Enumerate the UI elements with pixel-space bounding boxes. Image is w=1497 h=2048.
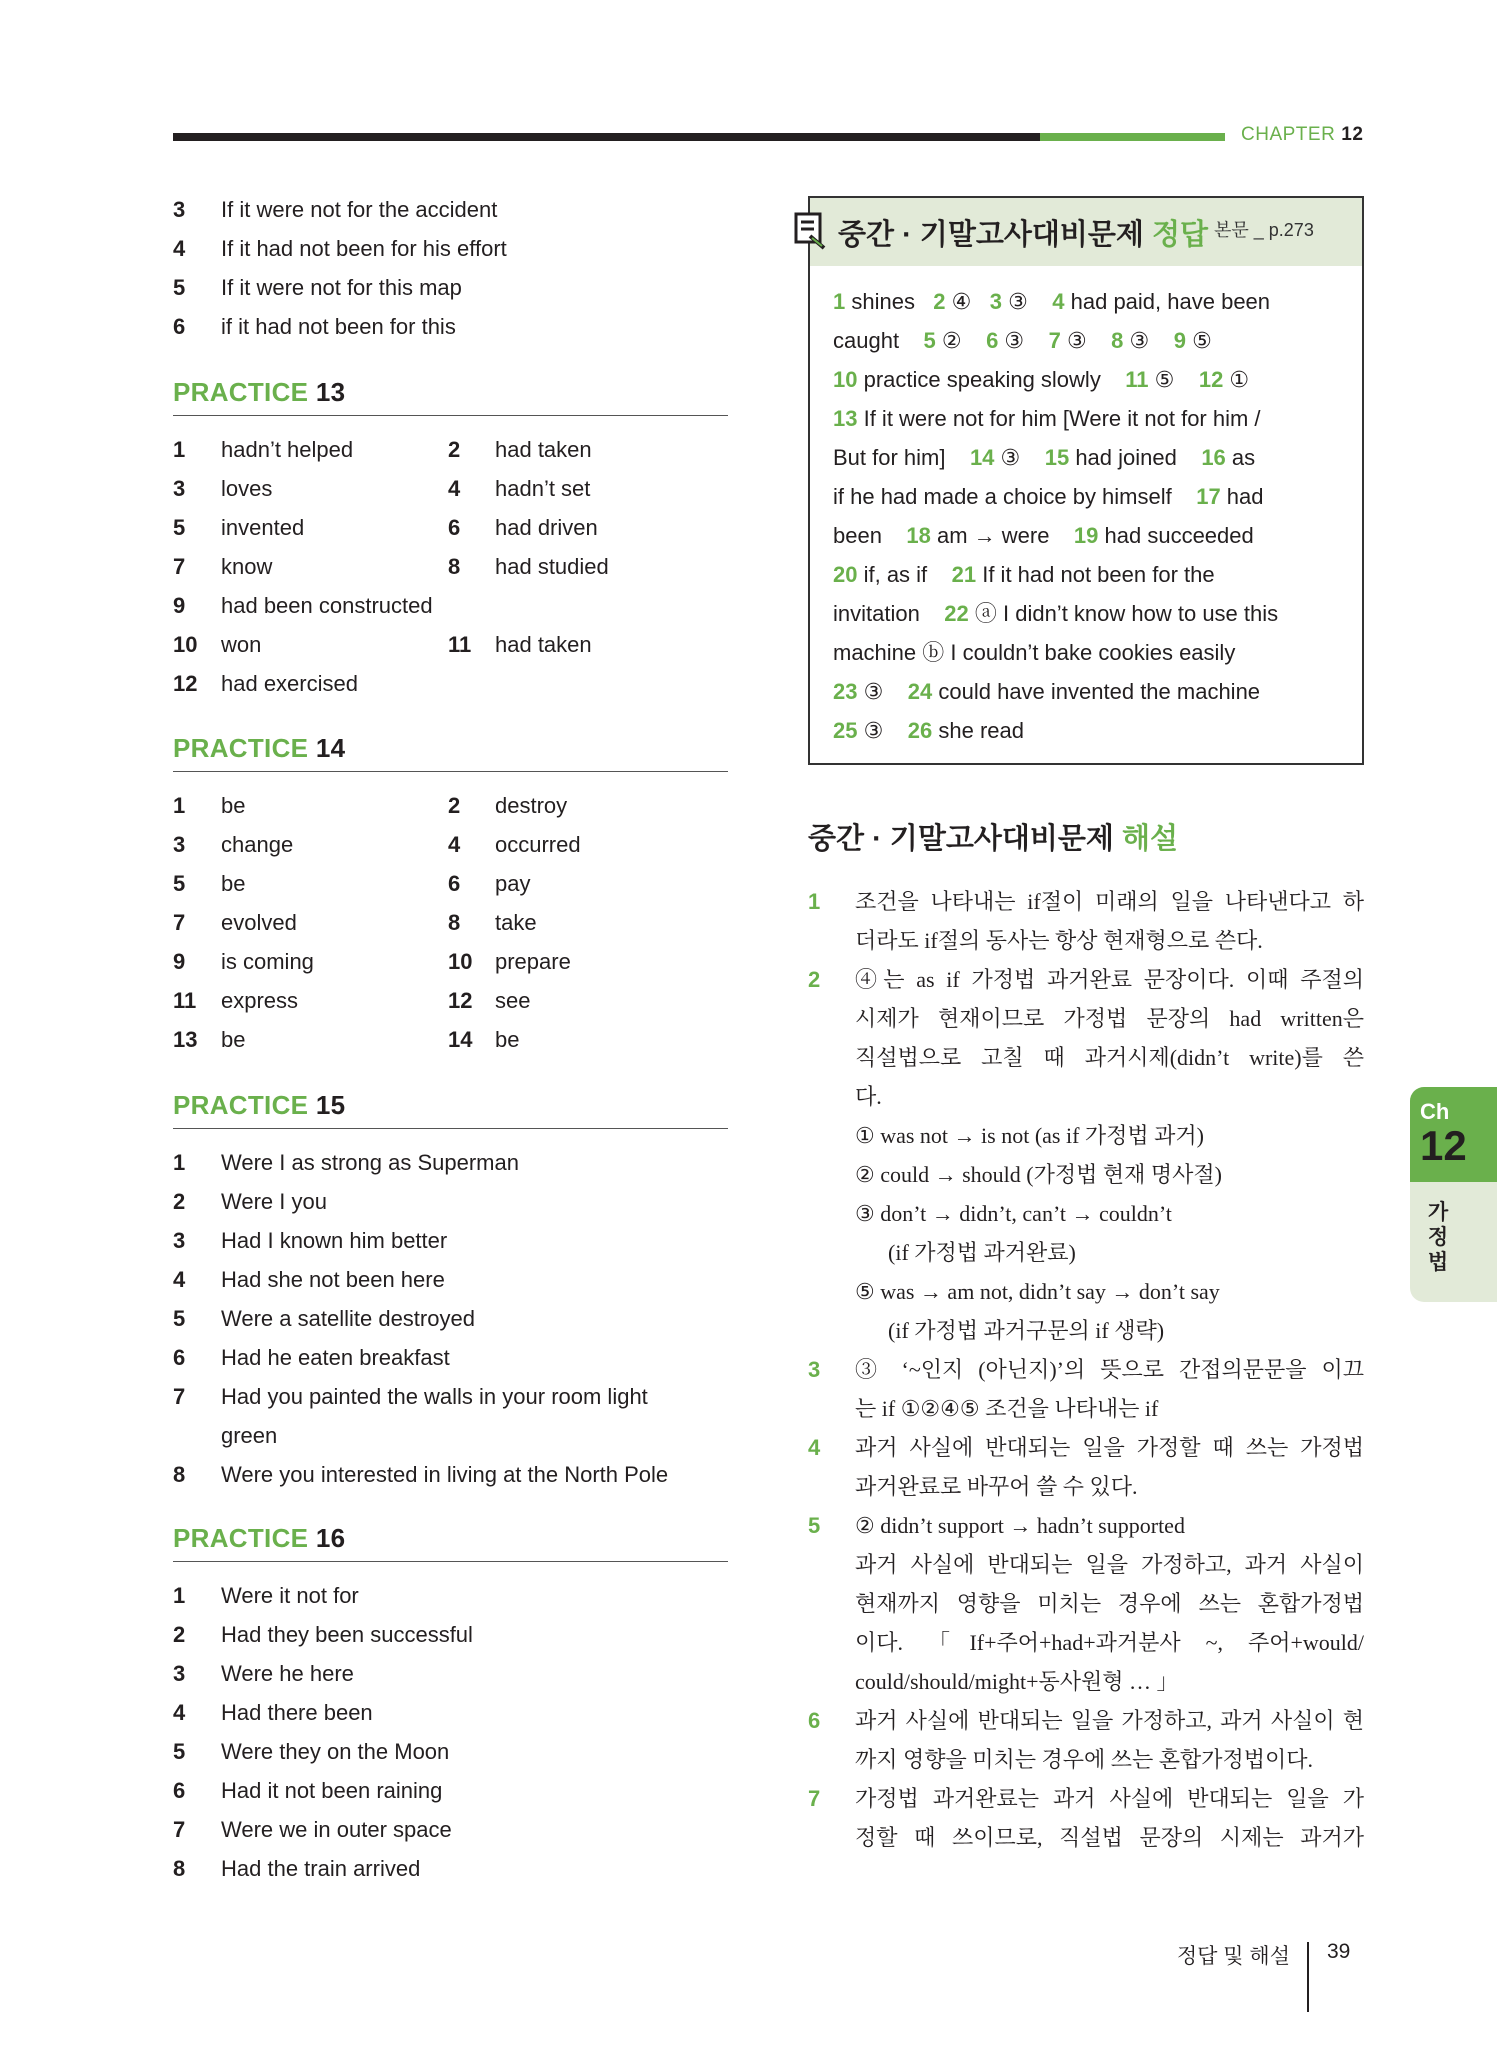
- practice-heading: [173, 374, 728, 410]
- explanation-item: [808, 960, 1364, 1350]
- explanation-title: 중간 · 기말고사대비문제 해설: [808, 823, 1179, 855]
- side-tab-label: 가정법: [1427, 1201, 1449, 1274]
- answer-number: 14: [969, 445, 995, 470]
- answer-row: [173, 1020, 728, 1059]
- answer-row: [173, 508, 728, 547]
- item-text: won: [221, 632, 262, 657]
- item-number: 10: [173, 632, 198, 657]
- explanation-line: 직설법으로 고칠 때 과거시제(didn’t write)를 쓴: [855, 1045, 1364, 1070]
- answer-text: If it were not for him [Were it not for him /: [857, 406, 1261, 431]
- item-number: 14: [448, 1027, 473, 1052]
- practice-13: [173, 374, 728, 703]
- explanation-line: 현재까지 영향을 미치는 경우에 쓰는 혼합가정법: [855, 1591, 1364, 1616]
- answer-number: 16: [1201, 445, 1226, 470]
- answer-line: [833, 555, 1353, 594]
- item-number: 3: [173, 832, 186, 857]
- answer-line: [833, 321, 1353, 360]
- explanation-line: (if 가정법 과거완료): [888, 1240, 1076, 1265]
- answer-row: [173, 981, 728, 1020]
- answer-row: [173, 825, 728, 864]
- answer-row: [173, 469, 728, 508]
- item-text: Were a satellite destroyed: [221, 1306, 475, 1331]
- answer-row: [173, 942, 728, 981]
- item-text: if it had not been for this: [221, 314, 456, 339]
- answer-text: she read: [932, 718, 1024, 743]
- item-number: 8: [448, 554, 461, 579]
- answer-line: [833, 360, 1353, 399]
- practice-number: 14: [315, 733, 346, 763]
- item-text: had driven: [495, 515, 598, 540]
- item-text: take: [495, 910, 537, 935]
- item-number: 5: [173, 871, 186, 896]
- answer-text: if, as if: [857, 562, 952, 587]
- answer-text: But for him]: [833, 445, 970, 470]
- explanation-line: 과거완료로 바꾸어 쓸 수 있다.: [855, 1474, 1138, 1499]
- item-text: Were he here: [221, 1661, 354, 1686]
- answer-text: ⓐ I didn’t know how to use this: [968, 601, 1279, 626]
- item-text: had studied: [495, 554, 609, 579]
- answer-number: 1: [833, 289, 846, 314]
- item-text: change: [221, 832, 294, 857]
- answer-number: 25: [833, 718, 858, 743]
- answer-text: am → were: [930, 523, 1074, 548]
- explanation-number: 7: [808, 1786, 821, 1811]
- top-rule: [173, 133, 1040, 141]
- item-text: be: [495, 1027, 520, 1052]
- item-text: green: [221, 1423, 278, 1448]
- item-text: loves: [221, 476, 273, 501]
- item-text: destroy: [495, 793, 568, 818]
- explanation-line: 다.: [855, 1084, 882, 1109]
- explanation-item: [808, 1506, 1364, 1701]
- answer-row: [173, 1615, 728, 1654]
- answer-box-title: 중간 · 기말고사대비문제 정답: [838, 219, 1209, 251]
- item-text: pay: [495, 871, 531, 896]
- list-item: [173, 190, 728, 229]
- item-text: If it were not for the accident: [221, 197, 498, 222]
- answer-text: ③: [1001, 289, 1053, 314]
- explanation-line: ② didn’t support → hadn’t supported: [855, 1513, 1185, 1538]
- explanation-number: 4: [808, 1435, 821, 1460]
- item-number: 4: [448, 476, 461, 501]
- answer-text: ⑤: [1185, 328, 1212, 353]
- item-text: be: [221, 1027, 246, 1052]
- practice-label: PRACTICE: [173, 1090, 309, 1120]
- answer-row: [173, 430, 728, 469]
- answer-line: [833, 477, 1353, 516]
- answer-text: as: [1225, 445, 1256, 470]
- page-number: 39: [1327, 1940, 1351, 1963]
- footer-label: 정답 및 해설: [1176, 1945, 1290, 1968]
- explanation-line: 이다. 「If+주어+had+과거분사 ~, 주어+would/: [855, 1630, 1364, 1655]
- answer-number: 26: [907, 718, 933, 743]
- answer-text: could have invented the machine: [932, 679, 1261, 704]
- practice-label: PRACTICE: [173, 1523, 309, 1553]
- explanation-item: [808, 1428, 1364, 1506]
- answer-text: had succeeded: [1098, 523, 1254, 548]
- answer-line: [833, 594, 1353, 633]
- item-number: 4: [173, 1267, 186, 1292]
- answer-text: ③: [1123, 328, 1174, 353]
- chapter-label: CHAPTER 12: [1241, 124, 1364, 145]
- item-number: 4: [173, 1700, 186, 1725]
- answer-line: [833, 672, 1353, 711]
- answer-text: ③: [998, 328, 1049, 353]
- answer-row: [173, 1416, 728, 1455]
- answer-number: 13: [833, 406, 858, 431]
- answer-number: 2: [933, 289, 946, 314]
- item-text: had been constructed: [221, 593, 433, 618]
- item-number: 11: [173, 988, 197, 1013]
- explanation-line: 까지 영향을 미치는 경우에 쓰는 혼합가정법이다.: [855, 1747, 1314, 1772]
- answer-line: [833, 516, 1353, 555]
- answer-number: 19: [1073, 523, 1099, 548]
- practice-label: PRACTICE: [173, 733, 309, 763]
- item-text: be: [221, 793, 246, 818]
- answer-row: [173, 1338, 728, 1377]
- item-text: invented: [221, 515, 305, 540]
- answer-row: [173, 664, 728, 703]
- item-number: 5: [173, 275, 186, 300]
- answer-row: [173, 1143, 728, 1182]
- item-text: If it were not for this map: [221, 275, 462, 300]
- item-text: Had you painted the walls in your room light: [221, 1384, 648, 1409]
- item-number: 4: [173, 236, 186, 261]
- item-number: 1: [173, 793, 186, 818]
- answer-text: If it had not been for the: [976, 562, 1215, 587]
- answer-line: [833, 438, 1353, 477]
- answer-number: 18: [906, 523, 931, 548]
- explanation-line: 가정법 과거완료는 과거 사실에 반대되는 일을 가: [855, 1786, 1364, 1811]
- item-number: 3: [173, 1228, 186, 1253]
- item-text: Had they been successful: [221, 1622, 473, 1647]
- chapter-side-tab[interactable]: Ch 12 가정법: [1410, 1087, 1497, 1302]
- practice-number: 15: [315, 1090, 346, 1120]
- answer-row: [173, 1377, 728, 1416]
- explanation-line: 는 if ①②④⑤ 조건을 나타내는 if: [855, 1396, 1159, 1421]
- item-number: 3: [173, 197, 186, 222]
- practice-number: 13: [315, 377, 346, 407]
- item-number: 10: [448, 949, 473, 974]
- explanation-line: 시제가 현재이므로 가정법 문장의 had written은: [855, 1006, 1364, 1031]
- answer-text: if he had made a choice by himself: [833, 484, 1197, 509]
- answer-row: [173, 1732, 728, 1771]
- answer-number: 7: [1048, 328, 1061, 353]
- answer-row: [173, 547, 728, 586]
- answer-row: [173, 1299, 728, 1338]
- item-text: Were they on the Moon: [221, 1739, 450, 1764]
- answer-row: [173, 903, 728, 942]
- chapter-number: 12: [1341, 124, 1364, 145]
- item-number: 3: [173, 476, 186, 501]
- answer-number: 24: [907, 679, 933, 704]
- answer-number: 12: [1198, 367, 1224, 392]
- explanation-number: 6: [808, 1708, 821, 1733]
- item-text: is coming: [221, 949, 314, 974]
- answer-number: 15: [1044, 445, 1070, 470]
- item-number: 5: [173, 1739, 186, 1764]
- item-number: 2: [448, 437, 461, 462]
- answer-line: [833, 633, 1353, 672]
- explanation-line: ① was not → is not (as if 가정법 과거): [855, 1123, 1205, 1148]
- item-text: Had he eaten breakfast: [221, 1345, 450, 1370]
- answer-text: ⑤: [1148, 367, 1199, 392]
- practice-heading: [173, 1520, 728, 1556]
- item-text: know: [221, 554, 273, 579]
- answer-text: practice speaking slowly: [857, 367, 1126, 392]
- item-number: 1: [173, 437, 186, 462]
- answer-number: 8: [1111, 328, 1124, 353]
- explanation-line: ③ ‘~인지 (아닌지)’의 뜻으로 간접의문문을 이끄: [855, 1357, 1364, 1382]
- explanation-line: could/should/might+동사원형 … 」: [855, 1669, 1179, 1694]
- answer-number: 11: [1125, 367, 1149, 392]
- answer-row: [173, 1260, 728, 1299]
- item-number: 5: [173, 1306, 186, 1331]
- answer-row: [173, 786, 728, 825]
- item-number: 8: [448, 910, 461, 935]
- explanation-number: 1: [808, 889, 821, 914]
- item-text: had taken: [495, 437, 592, 462]
- answer-row: [173, 625, 728, 664]
- answer-number: 9: [1173, 328, 1186, 353]
- item-number: 12: [448, 988, 473, 1013]
- item-text: If it had not been for his effort: [221, 236, 507, 261]
- practice-14: [173, 730, 728, 1059]
- item-number: 2: [173, 1189, 186, 1214]
- item-number: 7: [173, 1384, 186, 1409]
- answer-row: [173, 1455, 728, 1494]
- item-text: be: [221, 871, 246, 896]
- list-item: [173, 229, 728, 268]
- item-text: Had it not been raining: [221, 1778, 443, 1803]
- item-text: Had I known him better: [221, 1228, 448, 1253]
- item-number: 2: [173, 1622, 186, 1647]
- answer-number: 20: [833, 562, 858, 587]
- item-text: occurred: [495, 832, 581, 857]
- item-text: prepare: [495, 949, 571, 974]
- answer-row: [173, 1693, 728, 1732]
- item-number: 3: [173, 1661, 186, 1686]
- item-text: hadn’t helped: [221, 437, 354, 462]
- explanation-item: [808, 1701, 1364, 1779]
- worksheet-pencil-icon: [794, 212, 828, 250]
- answer-number: 22: [944, 601, 969, 626]
- item-number: 2: [448, 793, 461, 818]
- item-number: 7: [173, 910, 186, 935]
- practice-heading: [173, 730, 728, 766]
- item-number: 6: [448, 871, 461, 896]
- answer-row: [173, 1182, 728, 1221]
- top-rule-accent: [1040, 133, 1225, 141]
- answer-number: 5: [923, 328, 936, 353]
- item-number: 8: [173, 1856, 186, 1881]
- answer-number: 21: [951, 562, 977, 587]
- answer-row: [173, 586, 728, 625]
- practice-label: PRACTICE: [173, 377, 309, 407]
- explanation-number: 3: [808, 1357, 821, 1382]
- explanation-number: 2: [808, 967, 821, 992]
- answer-text: ②: [935, 328, 987, 353]
- list-item: [173, 307, 728, 346]
- answer-line: [833, 399, 1353, 438]
- item-text: see: [495, 988, 531, 1013]
- answer-number: 23: [833, 679, 858, 704]
- item-number: 4: [448, 832, 461, 857]
- answer-text: ③: [857, 718, 908, 743]
- explanation-line: (if 가정법 과거구문의 if 생략): [888, 1318, 1165, 1343]
- answer-row: [173, 1849, 728, 1888]
- item-text: Were it not for: [221, 1583, 359, 1608]
- answer-text: ④: [945, 289, 990, 314]
- explanation-line: 더라도 if절의 동사는 항상 현재형으로 쓴다.: [855, 928, 1263, 953]
- explanation-line: 정할 때 쓰이므로, 직설법 문장의 시제는 과거가: [855, 1825, 1364, 1850]
- answer-text: been: [833, 523, 907, 548]
- explanation-line: 조건을 나타내는 if절이 미래의 일을 나타낸다고 하: [855, 889, 1364, 914]
- item-number: 1: [173, 1583, 186, 1608]
- answer-row: [173, 1221, 728, 1260]
- item-number: 6: [173, 1345, 186, 1370]
- explanation-line: 과거 사실에 반대되는 일을 가정하고, 과거 사실이: [855, 1552, 1364, 1577]
- item-number: 12: [173, 671, 198, 696]
- answer-line: [833, 282, 1353, 321]
- page-reference: 본문 _ p.273: [1214, 220, 1314, 240]
- practice-15: [173, 1087, 728, 1494]
- answer-text: caught: [833, 328, 924, 353]
- answer-row: [173, 1810, 728, 1849]
- item-number: 11: [448, 632, 472, 657]
- item-number: 7: [173, 554, 186, 579]
- section-rule: [173, 1128, 728, 1129]
- practice-heading: [173, 1087, 728, 1123]
- item-text: Were I you: [221, 1189, 327, 1214]
- item-text: Had she not been here: [221, 1267, 445, 1292]
- item-text: express: [221, 988, 299, 1013]
- item-text: Had the train arrived: [221, 1856, 421, 1881]
- item-number: 6: [173, 1778, 186, 1803]
- explanation-line: ② could → should (가정법 현재 명사절): [855, 1162, 1222, 1187]
- answer-number: 4: [1052, 289, 1065, 314]
- item-text: hadn’t set: [495, 476, 591, 501]
- answer-text: invitation: [833, 601, 945, 626]
- item-number: 13: [173, 1027, 198, 1052]
- item-text: evolved: [221, 910, 297, 935]
- explanation-line: 과거 사실에 반대되는 일을 가정할 때 쓰는 가정법: [855, 1435, 1364, 1460]
- answer-text: ③: [1060, 328, 1112, 353]
- item-text: Had there been: [221, 1700, 373, 1725]
- explanation-list: [808, 882, 1364, 1857]
- item-number: 9: [173, 949, 186, 974]
- answer-row: [173, 1576, 728, 1615]
- answer-list-continued: [173, 190, 728, 346]
- section-rule: [173, 771, 728, 772]
- item-text: had exercised: [221, 671, 358, 696]
- explanation-number: 5: [808, 1513, 821, 1538]
- answer-text: had paid, have been: [1064, 289, 1271, 314]
- practice-number: 16: [315, 1523, 346, 1553]
- item-number: 1: [173, 1150, 186, 1175]
- answer-number: 3: [989, 289, 1002, 314]
- answer-lines: [833, 282, 1353, 750]
- answer-box-header: [810, 198, 1362, 266]
- item-number: 5: [173, 515, 186, 540]
- answer-number: 6: [986, 328, 999, 353]
- answer-row: [173, 1654, 728, 1693]
- explanation-line: 과거 사실에 반대되는 일을 가정하고, 과거 사실이 현: [855, 1708, 1364, 1733]
- item-number: 8: [173, 1462, 186, 1487]
- explanation-item: [808, 1350, 1364, 1428]
- answer-text: ③: [857, 679, 908, 704]
- list-item: [173, 268, 728, 307]
- side-tab-number: 12: [1420, 1122, 1467, 1169]
- item-number: 6: [448, 515, 461, 540]
- answer-text: had joined: [1069, 445, 1202, 470]
- item-text: had taken: [495, 632, 592, 657]
- answer-text: machine ⓑ I couldn’t bake cookies easily: [833, 640, 1236, 665]
- item-text: Were I as strong as Superman: [221, 1150, 519, 1175]
- explanation-line: ③ don’t → didn’t, can’t → couldn’t: [855, 1201, 1172, 1226]
- explanation-item: [808, 882, 1364, 960]
- answer-number: 10: [833, 367, 858, 392]
- answer-text: shines: [845, 289, 934, 314]
- answer-text: ①: [1223, 367, 1250, 392]
- footer-divider: [1307, 1942, 1309, 2012]
- item-text: Were you interested in living at the North Pole: [221, 1462, 669, 1487]
- item-number: 7: [173, 1817, 186, 1842]
- explanation-line: ④는 as if 가정법 과거완료 문장이다. 이때 주절의: [855, 967, 1364, 992]
- explanation-item: [808, 1779, 1364, 1857]
- answer-text: ③: [994, 445, 1045, 470]
- answer-number: 17: [1196, 484, 1221, 509]
- explanation-line: ⑤ was → am not, didn’t say → don’t say: [855, 1279, 1220, 1304]
- section-rule: [173, 1561, 728, 1562]
- answer-text: had: [1220, 484, 1264, 509]
- item-text: Were we in outer space: [221, 1817, 452, 1842]
- answer-row: [173, 864, 728, 903]
- practice-16: [173, 1520, 728, 1888]
- answer-line: [833, 711, 1353, 750]
- section-rule: [173, 415, 728, 416]
- answer-box: [808, 196, 1364, 765]
- answer-row: [173, 1771, 728, 1810]
- item-number: 9: [173, 593, 186, 618]
- item-number: 6: [173, 314, 186, 339]
